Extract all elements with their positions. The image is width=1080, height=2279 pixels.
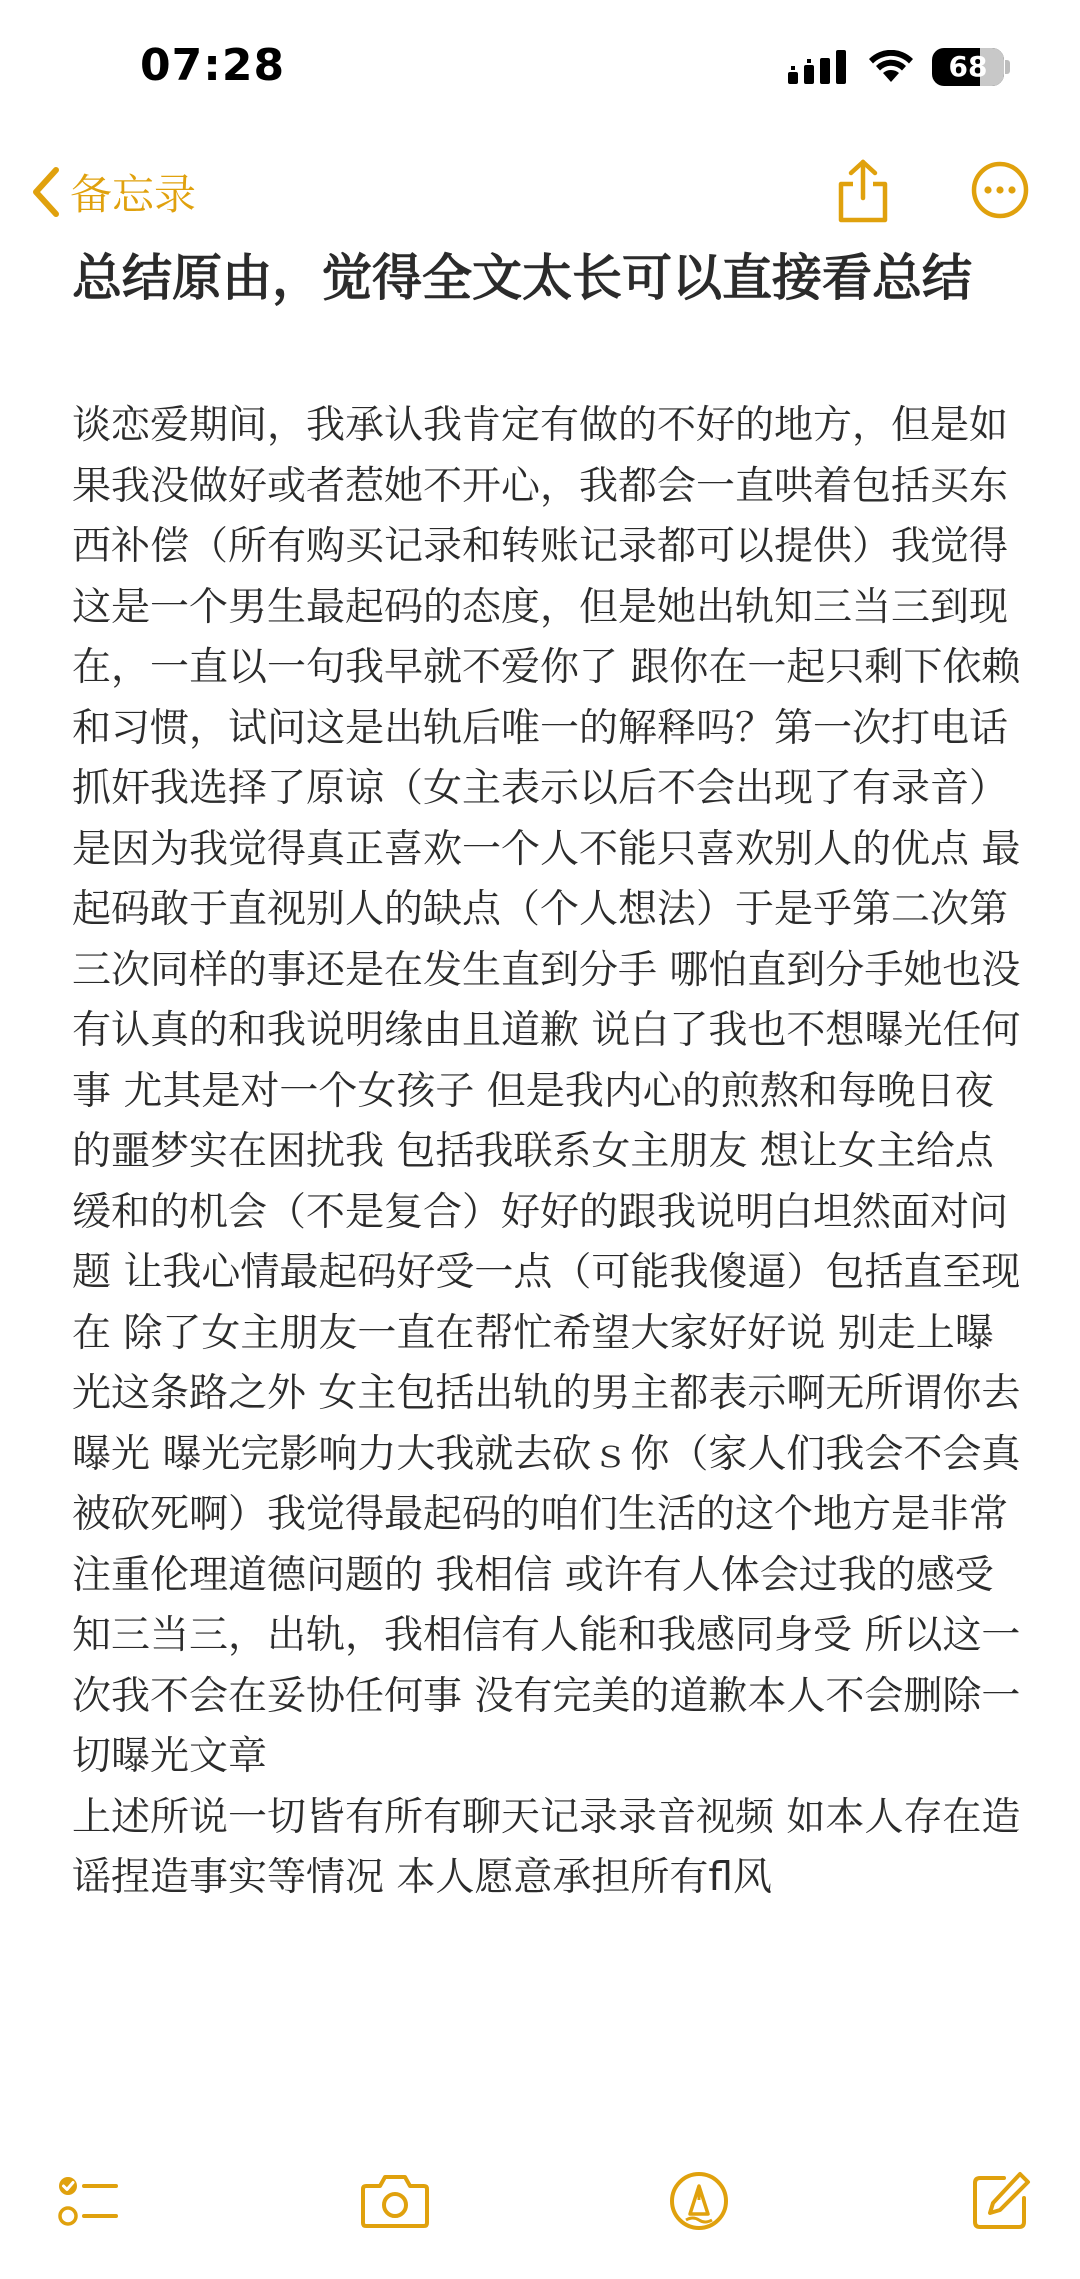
checklist-icon [56,2170,120,2234]
checklist-button[interactable] [56,2170,120,2238]
status-icons [788,48,1010,86]
more-button[interactable] [970,160,1030,224]
camera-button[interactable] [360,2170,430,2234]
battery-level: 68 [948,50,988,83]
back-label: 备忘录 [70,170,197,219]
compose-icon [970,2170,1032,2232]
markup-button[interactable] [668,2170,730,2236]
note-paragraph: 上述所说一切皆有所有聊天记录录音视频 如本人存在造谣捏造事实等情况 本人愿意承担所有fl风 [72,1794,1021,1900]
wifi-icon [868,50,914,84]
markup-icon [668,2170,730,2232]
status-bar [0,0,1080,150]
bottom-toolbar [0,2150,1080,2279]
camera-icon [360,2170,430,2230]
chevron-left-icon [28,164,62,220]
share-icon [835,158,891,224]
note-paragraph: 谈恋爱期间，我承认我肯定有做的不好的地方，但是如果我没做好或者惹她不开心，我都会一直哄着包括买东西补偿（所有购买记录和转账记录都可以提供）我觉得这是一个男生最起码的态度，但是她出轨知三当三到现在，一直以一句我早就不爱你了 跟你在一起只剩下依赖和习惯，试问这是出轨后唯一的解释吗？第一次打电话抓奸我选择了原谅（女主表示以后不会出现了有录音）是因为我觉得真正喜欢一个人不能只喜欢别人的优点 最起码敢于直视别人的缺点（个人想法）于是乎第二次第三次同样的事还是在发生直到分手 哪怕直到分手她也没有认真的和我说明缘由且道歉 说白了我也不想曝光任何事 尤其是对一个女孩子 但是我内心的煎熬和每晚日夜的噩梦实在困扰我 包括我联系女主朋友 想让女主给点缓和的机会（不是复合）好好的跟我说明白坦然面对问题 让我心情最起码好受一点（可能我傻逼）包括直至现在 除了女主朋友一直在帮忙希望大家好好说 别走上曝光这条路之外 女主包括出轨的男主都表示啊无所谓你去曝光 曝光完影响力大我就去砍ｓ你（家人们我会不会真被砍死啊）我觉得最起码的咱们生活的这个地方是非常注重伦理道德问题的 我相信 或许有人体会过我的感受 知三当三，出轨，我相信有人能和我感同身受 所以这一次我不会在妥协任何事 没有完美的道歉本人不会删除一切曝光文章 [72,403,1021,1779]
signal-icon [788,50,850,84]
share-button[interactable] [835,158,891,228]
status-time: 07:28 [140,40,286,91]
nav-bar [0,150,1080,250]
ellipsis-circle-icon [970,160,1030,220]
note-body [72,396,1032,1909]
scroll-fade [0,2110,1080,2150]
note-content[interactable] [72,240,1032,2140]
back-button[interactable] [28,162,196,222]
note-title: 总结原由，觉得全文太长可以直接看总结 [72,249,972,307]
battery-icon [932,48,1010,86]
compose-button[interactable] [970,2170,1032,2236]
